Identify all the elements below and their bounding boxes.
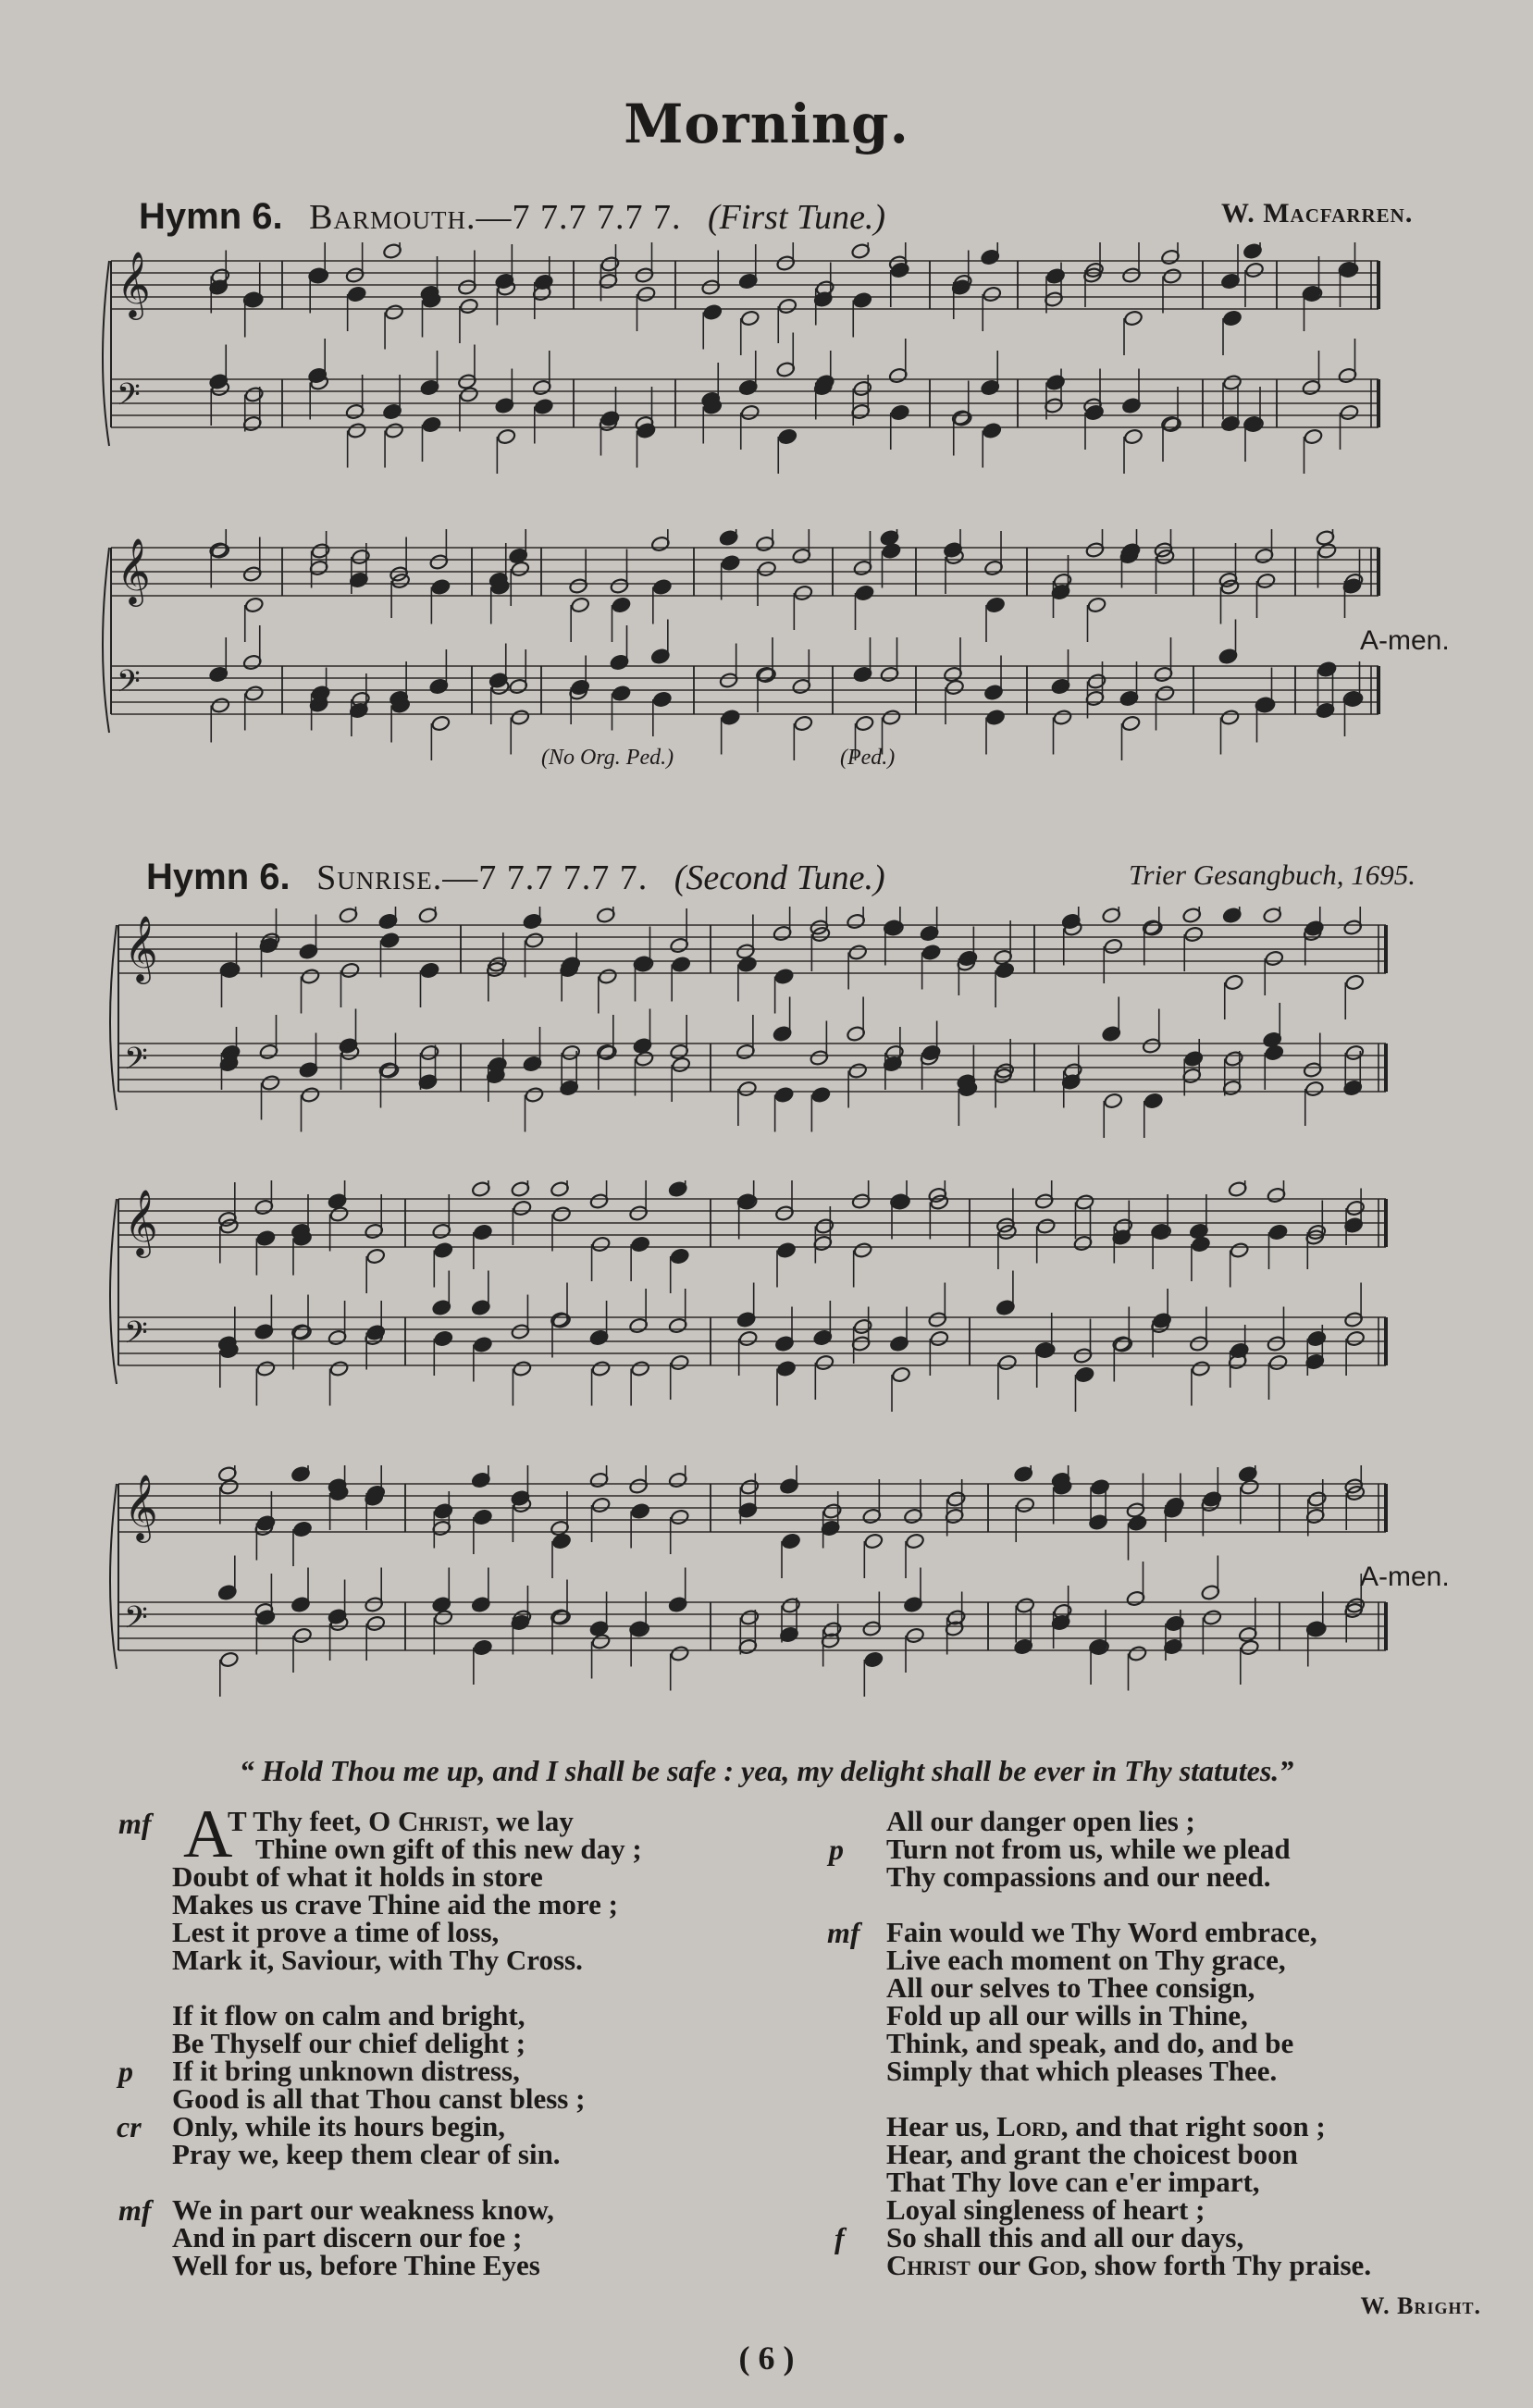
note-head: [815, 1354, 834, 1371]
note-head: [1240, 1639, 1259, 1656]
verse-line: Well for us, before Thine Eyes: [172, 2249, 540, 2281]
note-head: [1220, 578, 1240, 595]
verse-line: If it flow on calm and bright,: [172, 1999, 525, 2031]
note-head: [1191, 1360, 1210, 1377]
note-head: [1304, 920, 1324, 936]
verse-1: [118, 1797, 820, 1976]
note-head: [459, 298, 478, 315]
note-head: [776, 1360, 796, 1377]
verse-3-cont: [829, 1805, 1497, 1893]
note-head: [431, 715, 451, 732]
note-head: [1345, 1200, 1365, 1216]
note-head: [864, 1533, 884, 1550]
grand-staff: [110, 1465, 1386, 1697]
note-head: [1016, 1497, 1035, 1513]
note-head: [1307, 1490, 1327, 1507]
tune-name-meter: Barmouth.—7 7.7 7.7 7.: [309, 198, 682, 237]
bass-clef-icon: 𝄢: [124, 1315, 148, 1358]
bass-clef-icon: 𝄢: [124, 1600, 148, 1643]
note-head: [1184, 926, 1204, 943]
note-head: [635, 1050, 654, 1067]
dynamic-marking: mf: [118, 2193, 152, 2227]
note-head: [853, 380, 872, 397]
note-head: [366, 1615, 386, 1632]
note-head: [244, 597, 264, 613]
note-head: [1165, 1615, 1184, 1632]
drop-capital: A: [183, 1797, 233, 1872]
note-head: [1203, 1609, 1222, 1625]
note-head: [244, 386, 264, 402]
note-head: [774, 968, 794, 984]
music-score-system: [102, 529, 1490, 770]
note-head: [1075, 1193, 1094, 1210]
music-score-system: [102, 242, 1490, 483]
verse-line: Pray we, keep them clear of sin.: [172, 2138, 561, 2170]
pedal-marking: (Ped.): [840, 746, 896, 770]
note-head: [366, 1248, 386, 1265]
note-head: [261, 1074, 280, 1091]
note-head: [390, 573, 410, 589]
note-head: [945, 679, 964, 696]
note-head: [1184, 1050, 1204, 1067]
note-head: [778, 298, 797, 315]
note-head: [329, 1205, 349, 1222]
note-head: [473, 1336, 492, 1352]
note-head: [591, 1236, 611, 1253]
note-head: [778, 428, 797, 445]
note-head: [921, 1044, 941, 1061]
note-head: [1191, 1236, 1210, 1253]
verses-left-column: [117, 1797, 820, 2281]
note-head: [1144, 1093, 1163, 1109]
note-head: [219, 1217, 239, 1234]
note-head: [847, 944, 867, 960]
note-head: [1123, 310, 1143, 327]
note-head: [1304, 428, 1323, 445]
note-head: [811, 926, 831, 943]
note-head: [995, 962, 1014, 979]
note-head: [853, 1318, 872, 1335]
note-head: [1053, 709, 1072, 725]
music-score-system: [109, 907, 1497, 1147]
note-head: [551, 1205, 571, 1222]
note-head: [347, 286, 366, 303]
hymn-number: Hymn 6.: [139, 196, 283, 237]
note-head: [958, 950, 978, 967]
grand-staff: [103, 242, 1378, 474]
note-head: [1222, 374, 1242, 390]
note-head: [1317, 542, 1337, 559]
note-head: [1162, 267, 1181, 284]
note-head: [985, 709, 1005, 725]
note-head: [256, 1514, 276, 1531]
note-head: [434, 1241, 453, 1258]
verse-2: [117, 1999, 820, 2170]
note-head: [1265, 1044, 1284, 1061]
verse-line: Lest it prove a time of loss,: [172, 1916, 500, 1948]
pedal-marking: (No Org. Ped.): [541, 746, 674, 770]
note-head: [219, 1651, 239, 1668]
dynamic-marking: p: [118, 2055, 133, 2088]
note-head: [1345, 1044, 1365, 1061]
bass-clef-icon: 𝄢: [117, 664, 141, 707]
verse-3: [118, 2193, 820, 2281]
note-head: [930, 1193, 949, 1210]
note-head: [1317, 661, 1337, 677]
note-head: [670, 1354, 689, 1371]
note-head: [473, 1509, 492, 1525]
note-head: [882, 542, 901, 559]
bass-clef-icon: 𝄢: [124, 1042, 148, 1084]
note-head: [340, 962, 360, 979]
note-head: [1084, 404, 1104, 421]
tune-source-credit: Trier Gesangbuch, 1695.: [1129, 858, 1416, 891]
dynamic-marking: mf: [827, 1916, 860, 1949]
note-head: [740, 310, 760, 327]
note-head: [652, 578, 672, 595]
note-head: [1036, 1217, 1056, 1234]
note-head: [721, 554, 740, 571]
verse-line: We in part our weakness know,: [172, 2193, 554, 2226]
note-head: [1268, 1354, 1288, 1371]
note-head: [384, 422, 403, 438]
verse-line: Live each moment on Thy grace,: [886, 1944, 1286, 1976]
verse-line: That Thy love can e'er impart,: [886, 2166, 1260, 2198]
note-head: [1045, 374, 1065, 390]
note-head: [256, 1360, 276, 1377]
verse-line: Doubt of what it holds in store: [172, 1860, 543, 1893]
note-head: [1345, 1330, 1365, 1347]
note-head: [1045, 267, 1065, 284]
note-head: [1307, 1224, 1327, 1241]
note-head: [781, 1533, 800, 1550]
note-head: [1224, 1050, 1243, 1067]
note-head: [511, 561, 530, 577]
note-head: [347, 422, 366, 438]
note-head: [292, 1521, 312, 1537]
verse-line: Makes us crave Thine aid the more ;: [172, 1888, 618, 1920]
verse-line: If it bring unknown distress,: [172, 2055, 520, 2087]
note-head: [983, 286, 1002, 303]
note-head: [459, 386, 478, 402]
note-head: [600, 255, 620, 272]
note-head: [738, 1330, 758, 1347]
note-head: [1268, 1224, 1288, 1241]
verse-line: All our selves to Thee consign,: [886, 1971, 1255, 2004]
note-head: [612, 685, 631, 701]
note-head: [671, 1056, 690, 1073]
treble-clef-icon: 𝄞: [117, 250, 151, 317]
verse-line: Christ our God, show forth Thy praise.: [886, 2249, 1372, 2281]
note-head: [497, 428, 516, 445]
hymn-heading-second-tune: [146, 857, 885, 898]
note-head: [905, 1533, 924, 1550]
verse-line: Hear, and grant the choicest boon: [886, 2138, 1298, 2170]
note-head: [670, 1248, 689, 1265]
note-head: [737, 956, 757, 972]
note-head: [488, 956, 507, 972]
note-head: [525, 932, 544, 948]
note-head: [630, 1236, 649, 1253]
note-head: [591, 1360, 611, 1377]
note-head: [985, 597, 1005, 613]
note-head: [671, 956, 690, 972]
note-head: [946, 1490, 966, 1507]
note-head: [511, 709, 530, 725]
note-head: [882, 709, 901, 725]
treble-clef-icon: 𝄞: [124, 1473, 158, 1540]
note-head: [1230, 1241, 1249, 1258]
scripture-epigraph: “ Hold Thou me up, and I shall be safe : yea, my delight shall be ever in Thy statutes.”: [239, 1754, 1294, 1787]
note-head: [329, 1360, 349, 1377]
note-head: [1340, 404, 1359, 421]
verse-line: Fold up all our wills in Thine,: [886, 1999, 1248, 2031]
note-head: [794, 715, 813, 732]
note-head: [630, 1502, 649, 1519]
note-head: [256, 1609, 276, 1625]
verse-line: Thy compassions and our need.: [886, 1860, 1271, 1893]
note-head: [1090, 1478, 1109, 1495]
treble-clef-icon: 𝄞: [117, 537, 151, 604]
grand-staff: [110, 1180, 1386, 1412]
note-head: [1104, 938, 1123, 955]
note-head: [1244, 262, 1264, 278]
author-signature: W. Bright.: [1360, 2292, 1481, 2319]
note-head: [1307, 1330, 1327, 1347]
note-head: [757, 561, 776, 577]
note-head: [1265, 950, 1284, 967]
note-head: [1345, 974, 1365, 991]
tune-name-meter: Sunrise.—7 7.7 7.7 7.: [316, 858, 649, 897]
note-head: [983, 422, 1002, 438]
note-head: [721, 709, 740, 725]
verse-line: Hear us, Lord, and that right soon ;: [886, 2110, 1326, 2143]
note-head: [380, 932, 400, 948]
note-head: [301, 1086, 320, 1103]
page-title: Morning.: [624, 93, 909, 155]
verse-line: Simply that which pleases Thee.: [886, 2055, 1278, 2087]
note-head: [1240, 1478, 1259, 1495]
verses-right-column: [827, 1805, 1497, 2281]
treble-clef-icon: 𝄞: [124, 914, 158, 982]
note-head: [637, 286, 656, 303]
note-head: [630, 1360, 649, 1377]
tune-designation: (First Tune.): [707, 198, 886, 237]
note-head: [703, 303, 723, 320]
note-head: [811, 1086, 831, 1103]
note-head: [1128, 1514, 1147, 1531]
hymn-number: Hymn 6.: [146, 857, 291, 897]
note-head: [570, 679, 589, 696]
note-head: [740, 1478, 760, 1495]
grand-staff: [103, 529, 1378, 760]
note-head: [570, 597, 589, 613]
verse-line: T Thy feet, O Christ, we lay: [228, 1805, 574, 1837]
note-head: [890, 262, 909, 278]
note-head: [670, 1645, 689, 1661]
note-head: [256, 1229, 276, 1246]
note-head: [434, 1502, 453, 1519]
verse-line: Think, and speak, and do, and be: [886, 2027, 1294, 2059]
note-head: [921, 944, 941, 960]
note-head: [781, 1597, 800, 1613]
hymn-heading-first-tune: [139, 196, 885, 238]
verse-line: Only, while its hours begin,: [172, 2110, 506, 2143]
note-head: [930, 1330, 949, 1347]
note-head: [420, 1044, 439, 1061]
note-head: [1087, 597, 1106, 613]
dynamic-marking: f: [834, 2221, 845, 2254]
note-head: [525, 1086, 544, 1103]
note-head: [1075, 1366, 1094, 1383]
note-head: [1123, 428, 1143, 445]
note-head: [1346, 1597, 1366, 1613]
composer-credit: W. Macfarren.: [1221, 198, 1414, 228]
verse-line: Turn not from us, while we plead: [886, 1833, 1291, 1865]
note-head: [1087, 673, 1106, 689]
music-score-system: [109, 1180, 1497, 1439]
verse-line: Mark it, Saviour, with Thy Cross.: [172, 1944, 583, 1976]
note-head: [1220, 709, 1240, 725]
verse-line: All our danger open lies ;: [886, 1805, 1195, 1837]
note-head: [311, 542, 330, 559]
note-head: [598, 968, 617, 984]
bass-clef-icon: 𝄢: [117, 377, 141, 420]
note-head: [891, 1366, 910, 1383]
verse-line: Loyal singleness of heart ;: [886, 2193, 1205, 2226]
note-head: [591, 1633, 611, 1649]
note-head: [1156, 685, 1175, 701]
note-head: [890, 404, 909, 421]
note-head: [652, 691, 672, 708]
note-head: [1152, 1312, 1171, 1328]
dynamic-marking: cr: [117, 2110, 142, 2143]
note-head: [600, 410, 620, 426]
note-head: [561, 1044, 580, 1061]
note-head: [740, 1609, 760, 1625]
note-head: [997, 1354, 1017, 1371]
note-head: [219, 1478, 239, 1495]
note-head: [366, 1324, 386, 1340]
verse-line: Good is all that Thou canst bless ;: [172, 2082, 586, 2115]
note-head: [1304, 1081, 1324, 1097]
note-head: [1224, 974, 1243, 991]
note-head: [670, 1509, 689, 1525]
note-head: [774, 1086, 794, 1103]
note-head: [244, 685, 264, 701]
note-head: [822, 1502, 842, 1519]
note-head: [776, 1241, 796, 1258]
note-head: [853, 291, 872, 308]
note-head: [384, 303, 403, 320]
note-head: [434, 1609, 453, 1625]
treble-clef-icon: 𝄞: [124, 1188, 158, 1255]
note-head: [1346, 1485, 1366, 1501]
note-head: [351, 549, 370, 565]
verse-5: [834, 2110, 1497, 2281]
amen-label: A-men.: [1360, 625, 1450, 656]
note-head: [997, 1224, 1017, 1241]
verse-line: And in part discern our foe ;: [172, 2221, 523, 2254]
tune-designation: (Second Tune.): [674, 858, 885, 897]
dynamic-marking: mf: [118, 1807, 152, 1840]
note-head: [1222, 310, 1242, 327]
note-head: [1203, 1490, 1222, 1507]
verse-line: Fain would we Thy Word embrace,: [886, 1916, 1317, 1948]
note-head: [420, 962, 439, 979]
note-head: [815, 1217, 834, 1234]
note-head: [431, 578, 451, 595]
note-head: [864, 1651, 884, 1668]
note-head: [737, 1081, 757, 1097]
note-head: [637, 422, 656, 438]
note-head: [211, 697, 230, 713]
verse-line: Thine own gift of this new day ;: [255, 1833, 642, 1865]
note-head: [422, 416, 441, 433]
note-head: [612, 597, 631, 613]
verse-line: So shall this and all our days,: [886, 2221, 1244, 2254]
note-head: [1121, 715, 1141, 732]
verse-line: Be Thyself our chief delight ;: [172, 2027, 526, 2059]
note-head: [847, 1062, 867, 1079]
note-head: [513, 1200, 532, 1216]
note-head: [473, 1224, 492, 1241]
dynamic-marking: p: [829, 1833, 844, 1866]
note-head: [513, 1360, 532, 1377]
note-head: [434, 1330, 453, 1347]
music-score-system: [109, 1465, 1497, 1706]
note-head: [1104, 1093, 1123, 1109]
verse-4: [827, 1916, 1497, 2087]
note-head: [855, 715, 874, 732]
note-head: [853, 1241, 872, 1258]
note-head: [995, 1062, 1014, 1079]
note-head: [1016, 1597, 1035, 1613]
note-head: [1128, 1645, 1147, 1661]
note-head: [534, 398, 553, 414]
note-head: [473, 1639, 492, 1656]
page-number: ( 6 ): [738, 2340, 795, 2377]
amen-label: A-men.: [1360, 1562, 1450, 1592]
note-head: [1084, 262, 1104, 278]
note-head: [292, 1627, 312, 1644]
note-head: [1156, 549, 1175, 565]
note-head: [1256, 573, 1276, 589]
grand-staff: [110, 907, 1386, 1138]
note-head: [551, 1533, 571, 1550]
note-head: [794, 585, 813, 601]
note-head: [301, 968, 320, 984]
note-head: [740, 404, 760, 421]
note-head: [905, 1627, 924, 1644]
note-head: [855, 585, 874, 601]
note-head: [591, 1497, 611, 1513]
